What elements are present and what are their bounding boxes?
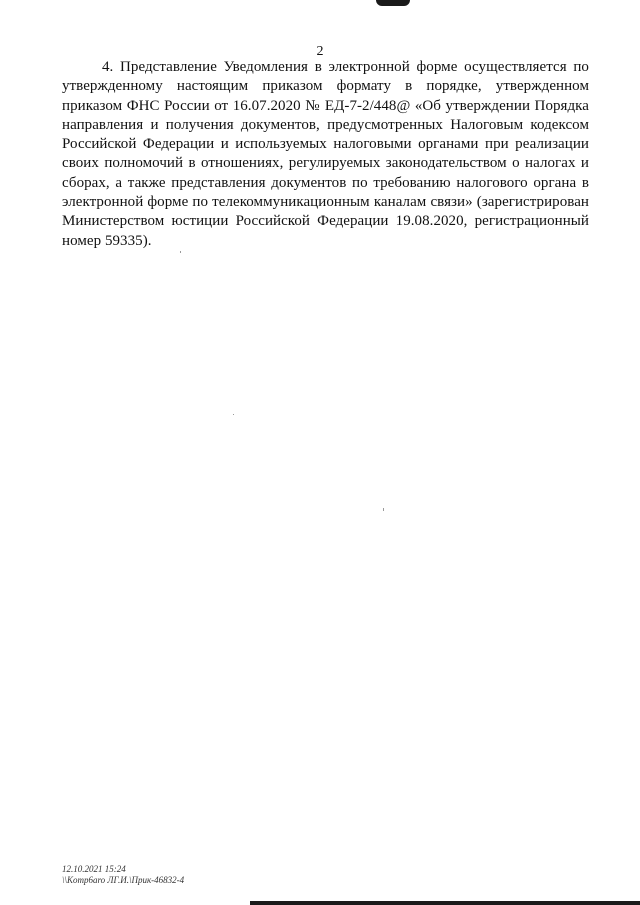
scan-speck [233,414,234,415]
scan-speck [180,251,181,253]
footer-timestamp: 12.10.2021 15:24 [62,864,126,874]
scan-speck [383,508,384,511]
footer-stamp [62,864,184,886]
footer-doc-ref: \\Komp6aro ЛГ.И.\Прик-46832-4 [62,875,185,885]
scan-edge-mark [376,0,410,6]
scan-bottom-edge [250,901,640,905]
body-paragraph: 4. Представление Уведомления в электронной форме осуществляется по утвержденному настоящим приказом формату в порядке, утвержденном приказом ФНС России от 16.07.2020 № ЕД-7-2/448@ «Об утверждении Порядка направления и получения документов, предусмотренных Налоговым кодексом Российской Федерации и используемых налоговыми органами при реализации своих полномочий в отношениях, регулируемых законодательством о налогах и сборах, а также представления документов по требованию налогового органа в электронной форме по телекоммуникационным каналам связи» (зарегистрирован Министерством юстиции Российской Федерации 19.08.2020, регистрационный номер 59335). [62,59,589,249]
page-number: 2 [316,44,324,59]
